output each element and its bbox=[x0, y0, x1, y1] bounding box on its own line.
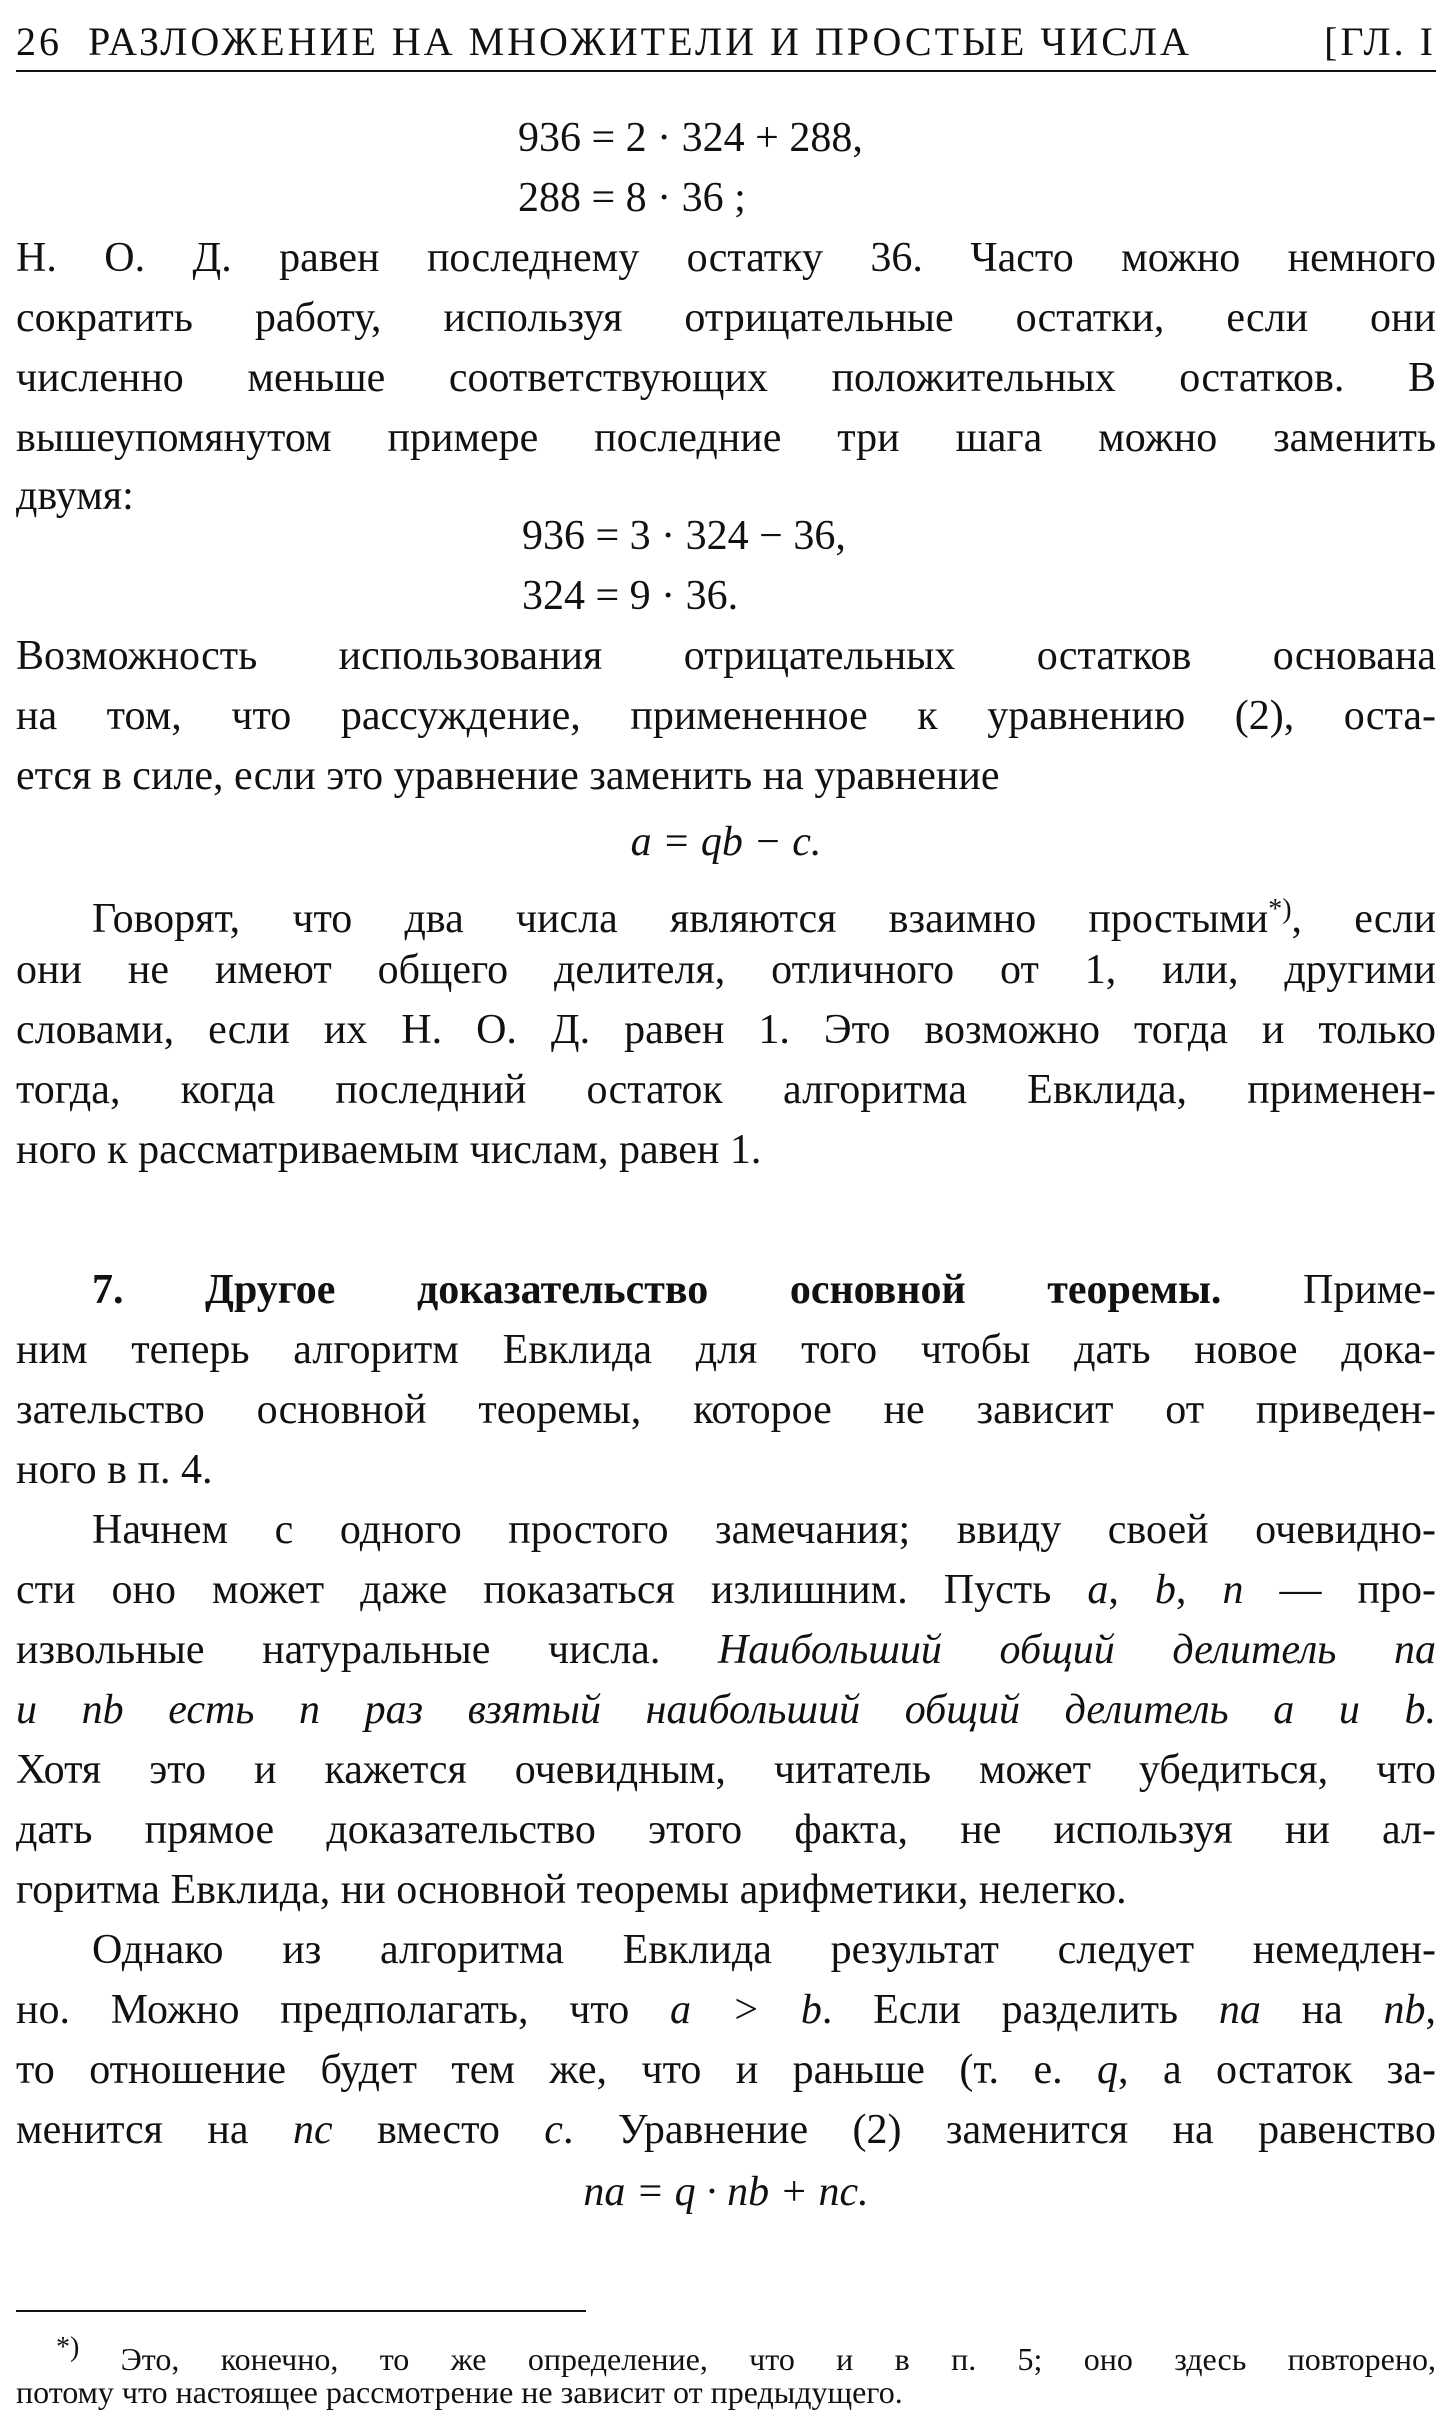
text-line: и nb есть n раз взятый наибольший общий делитель a и b. bbox=[16, 1687, 1436, 1733]
text-line: извольные натуральные числа. Наибольший общий делитель na bbox=[16, 1627, 1436, 1673]
text-line: ется в силе, если это уравнение заменить на уравнение bbox=[16, 753, 1000, 799]
section-heading-line: 7. Другое доказательство основной теоремы. Приме- bbox=[92, 1267, 1437, 1313]
page-number: 26 bbox=[16, 19, 62, 64]
text-line: ного в п. 4. bbox=[16, 1447, 213, 1493]
text-line: численно меньше соответствующих положительных остатков. В bbox=[16, 355, 1436, 401]
text-line: ним теперь алгоритм Евклида для того чтобы дать новое дока- bbox=[16, 1327, 1436, 1373]
text-line: Начнем с одного простого замечания; ввиду своей очевидно- bbox=[92, 1507, 1436, 1553]
text-line: зательство основной теоремы, которое не зависит от приведен- bbox=[16, 1387, 1436, 1433]
text-line: дать прямое доказательство этого факта, не используя ни ал- bbox=[16, 1807, 1436, 1853]
section-heading: 7. Другое доказательство основной теоремы. bbox=[92, 1267, 1222, 1313]
equation-line: 936 = 2 · 324 + 288, bbox=[518, 115, 863, 161]
text-line: тогда, когда последний остаток алгоритма Евклида, применен- bbox=[16, 1067, 1436, 1113]
equation-line: 936 = 3 · 324 − 36, bbox=[522, 513, 846, 559]
text-line: менится на nc вместо c. Уравнение (2) заменится на равенство bbox=[16, 2107, 1436, 2153]
text-line: Однако из алгоритма Евклида результат следует немедлен- bbox=[92, 1927, 1436, 1973]
footnote-marker: *) bbox=[1268, 894, 1292, 925]
text-line: Говорят, что два числа являются взаимно простыми*), если bbox=[92, 894, 1436, 942]
text-line: ного к рассматриваемым числам, равен 1. bbox=[16, 1127, 762, 1173]
chapter-label: [ГЛ. I bbox=[1324, 19, 1436, 64]
text-line: горитма Евклида, ни основной теоремы арифметики, нелегко. bbox=[16, 1867, 1127, 1913]
text-line: сти оно может даже показаться излишним. Пусть a, b, n — про- bbox=[16, 1567, 1437, 1613]
text-line: Хотя это и кажется очевидным, читатель может убедиться, что bbox=[16, 1747, 1436, 1793]
footnote-marker: *) bbox=[56, 2332, 80, 2363]
text-line: они не имеют общего делителя, отличного от 1, или, другими bbox=[16, 947, 1436, 993]
text-line: словами, если их Н. О. Д. равен 1. Это возможно тогда и только bbox=[16, 1007, 1436, 1053]
equation-line: 324 = 9 · 36. bbox=[522, 573, 739, 619]
text-line: сократить работу, используя отрицательные остатки, если они bbox=[16, 295, 1436, 341]
equation-line: a = qb − c. bbox=[630, 819, 822, 865]
text-line: на том, что рассуждение, примененное к уравнению (2), оста- bbox=[16, 693, 1436, 739]
text-line: Возможность использования отрицательных остатков основана bbox=[16, 633, 1436, 679]
equation-line: na = q · nb + nc. bbox=[583, 2169, 869, 2215]
footnote-line: потому что настоящее рассмотрение не зависит от предыдущего. bbox=[16, 2374, 903, 2410]
footnote-rule bbox=[16, 2310, 586, 2312]
text-line: вышеупомянутом примере последние три шага можно заменить bbox=[16, 415, 1436, 461]
text-line: то отношение будет тем же, что и раньше (т. е. q, а остаток за- bbox=[16, 2047, 1436, 2093]
text-line: двумя: bbox=[16, 473, 134, 519]
running-title: РАЗЛОЖЕНИЕ НА МНОЖИТЕЛИ И ПРОСТЫЕ ЧИСЛА bbox=[88, 19, 1192, 64]
running-header bbox=[16, 18, 1436, 72]
equation-line: 288 = 8 · 36 ; bbox=[518, 175, 746, 221]
footnote-line: *) Это, конечно, то же определение, что и в п. 5; оно здесь повторено, bbox=[56, 2332, 1437, 2377]
text-line: но. Можно предполагать, что a > b. Если разделить na на nb, bbox=[16, 1987, 1436, 2033]
text-line: Н. О. Д. равен последнему остатку 36. Часто можно немного bbox=[16, 235, 1436, 281]
